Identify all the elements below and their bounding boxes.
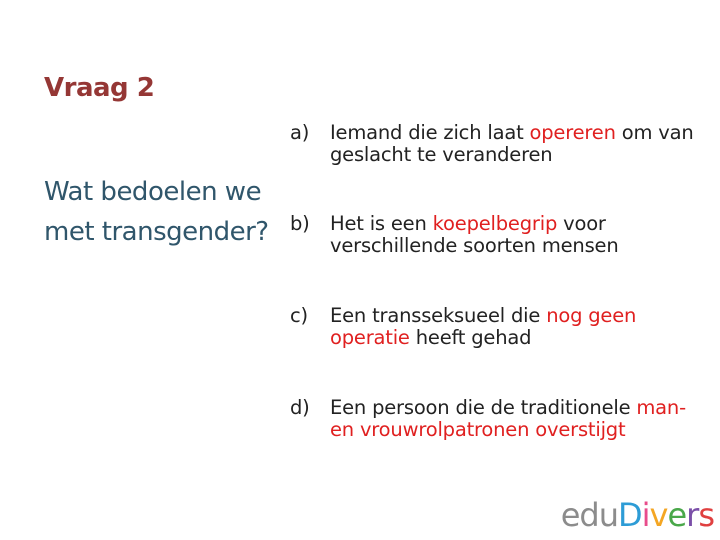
answer-highlight: koepelbegrip: [432, 212, 558, 235]
answer-text: om van geslacht te veranderen: [330, 121, 700, 166]
answer-text: Een persoon die de traditionele: [330, 396, 637, 419]
answer-highlight: man- en vrouwrolpatronen overstijgt: [330, 396, 692, 441]
answer-highlight: opereren: [529, 121, 616, 144]
answer-text: Een transseksueel die: [330, 304, 547, 327]
answer-text: Het is een: [330, 212, 433, 235]
edudivers-logo: eduDivers: [560, 496, 714, 534]
answer-marker: c): [290, 304, 308, 327]
answer-highlight: nog geen operatie: [330, 304, 643, 349]
answer-marker: b): [290, 212, 310, 235]
question-text: Wat bedoelen we met transgender?: [44, 177, 269, 247]
answer-text: voor verschillende soorten mensen: [330, 212, 619, 257]
answer-option-c: [290, 305, 710, 349]
answer-marker: a): [290, 121, 310, 144]
answer-option-a: [290, 122, 710, 166]
answer-text: Iemand die zich laat: [330, 121, 530, 144]
answer-option-b: [290, 213, 710, 257]
slide-title: Vraag 2: [44, 73, 155, 103]
answer-marker: d): [290, 396, 310, 419]
answer-option-d: [290, 397, 710, 441]
answer-text: heeft gehad: [409, 326, 532, 349]
